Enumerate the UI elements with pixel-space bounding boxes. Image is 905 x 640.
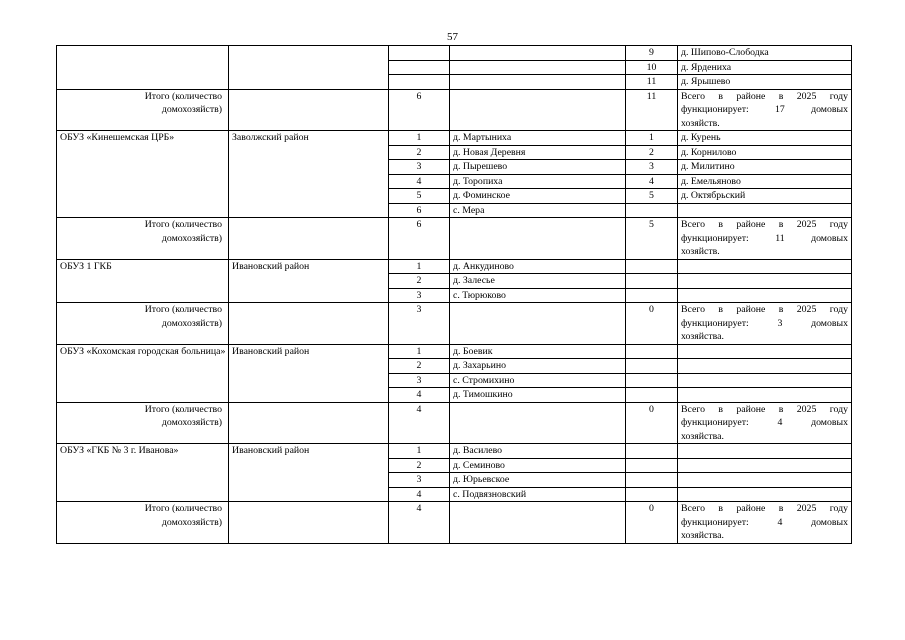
- district-cell: Ивановский район: [229, 259, 389, 303]
- number-cell: [626, 344, 678, 359]
- number-cell: 1: [389, 259, 450, 274]
- empty-cell: [450, 402, 626, 444]
- settlement-cell: [678, 288, 852, 303]
- number-cell: 3: [626, 160, 678, 175]
- total-row: [57, 502, 852, 544]
- settlement-cell: д. Захарьино: [450, 359, 626, 374]
- total-note-cell: [678, 218, 852, 260]
- total-count-cell: 4: [389, 402, 450, 444]
- total-count-cell: 0: [626, 402, 678, 444]
- total-note-line: функционирует: 3 домовых: [681, 317, 848, 329]
- settlement-cell: [678, 373, 852, 388]
- total-count-cell: 6: [389, 218, 450, 260]
- empty-cell: [229, 89, 389, 131]
- number-cell: 6: [389, 203, 450, 218]
- number-cell: [626, 373, 678, 388]
- total-note-line: хозяйства.: [681, 430, 724, 442]
- settlement-cell: д. Ярышево: [678, 75, 852, 90]
- number-cell: [626, 259, 678, 274]
- settlement-cell: д. Корнилово: [678, 145, 852, 160]
- settlement-cell: д. Юрьевское: [450, 473, 626, 488]
- empty-cell: [229, 502, 389, 544]
- total-row: [57, 218, 852, 260]
- total-note-line: Всего в районе в 2025 году: [681, 219, 848, 230]
- number-cell: 4: [389, 487, 450, 502]
- total-row: [57, 89, 852, 131]
- settlement-cell: д. Курень: [678, 131, 852, 146]
- number-cell: 3: [389, 288, 450, 303]
- total-label: Итого (количество домохозяйств): [57, 89, 229, 131]
- settlement-cell: д. Анкудиново: [450, 259, 626, 274]
- settlement-cell: д. Семиново: [450, 458, 626, 473]
- number-cell: 2: [626, 145, 678, 160]
- number-cell: [389, 60, 450, 75]
- number-cell: [389, 46, 450, 61]
- total-label: Итого (количество домохозяйств): [57, 218, 229, 260]
- total-note-line: функционирует: 17 домовых: [681, 104, 848, 115]
- number-cell: 5: [389, 189, 450, 204]
- empty-cell: [229, 218, 389, 260]
- number-cell: 1: [389, 131, 450, 146]
- settlement-cell: д. Ярдениха: [678, 60, 852, 75]
- number-cell: [626, 274, 678, 289]
- number-cell: 1: [389, 444, 450, 459]
- district-cell: [229, 46, 389, 90]
- organization-cell: ОБУЗ 1 ГКБ: [57, 259, 229, 303]
- settlement-cell: [678, 203, 852, 218]
- number-cell: 3: [389, 473, 450, 488]
- total-count-cell: 11: [626, 89, 678, 131]
- settlement-cell: с. Тюрюково: [450, 288, 626, 303]
- total-note-line: функционирует: 4 домовых: [681, 417, 848, 428]
- number-cell: [626, 444, 678, 459]
- number-cell: [626, 458, 678, 473]
- table-row: [57, 444, 852, 459]
- settlement-cell: с. Подвязновский: [450, 487, 626, 502]
- total-note-line: функционирует: 11 домовых: [681, 232, 848, 244]
- number-cell: 2: [389, 458, 450, 473]
- total-note-cell: [678, 303, 852, 345]
- number-cell: 4: [389, 174, 450, 189]
- total-note-line: Всего в районе в 2025 году: [681, 403, 848, 415]
- settlement-cell: [450, 46, 626, 61]
- settlement-cell: д. Боевик: [450, 344, 626, 359]
- total-note-line: Всего в районе в 2025 году: [681, 503, 848, 514]
- number-cell: 2: [389, 145, 450, 160]
- total-count-cell: 4: [389, 502, 450, 544]
- empty-cell: [450, 303, 626, 345]
- district-cell: Ивановский район: [229, 444, 389, 502]
- households-table: [56, 45, 852, 544]
- settlement-cell: д. Фоминское: [450, 189, 626, 204]
- settlement-cell: д. Емельяново: [678, 174, 852, 189]
- total-note-line: хозяйства.: [681, 530, 724, 541]
- number-cell: [626, 487, 678, 502]
- settlement-cell: д. Шипово-Слободка: [678, 46, 852, 61]
- district-cell: Ивановский район: [229, 344, 389, 402]
- settlement-cell: д. Залесье: [450, 274, 626, 289]
- total-note-line: хозяйств.: [681, 246, 720, 257]
- total-count-cell: 3: [389, 303, 450, 345]
- total-label: Итого (количество домохозяйств): [57, 502, 229, 544]
- number-cell: 4: [389, 388, 450, 403]
- organization-cell: [57, 46, 229, 90]
- total-note-cell: [678, 402, 852, 444]
- total-count-cell: 6: [389, 89, 450, 131]
- settlement-cell: д. Василево: [450, 444, 626, 459]
- settlement-cell: с. Стромихино: [450, 373, 626, 388]
- number-cell: [626, 288, 678, 303]
- number-cell: 2: [389, 274, 450, 289]
- table-row: [57, 46, 852, 61]
- total-count-cell: 0: [626, 303, 678, 345]
- settlement-cell: [678, 274, 852, 289]
- total-row: [57, 303, 852, 345]
- settlement-cell: [450, 75, 626, 90]
- total-note-line: Всего в районе в 2025 году: [681, 304, 848, 315]
- number-cell: 1: [389, 344, 450, 359]
- empty-cell: [229, 402, 389, 444]
- number-cell: 2: [389, 359, 450, 374]
- number-cell: 9: [626, 46, 678, 61]
- organization-cell: ОБУЗ «Кинешемская ЦРБ»: [57, 131, 229, 218]
- settlement-cell: [678, 388, 852, 403]
- empty-cell: [229, 303, 389, 345]
- settlement-cell: д. Мартыниха: [450, 131, 626, 146]
- settlement-cell: [678, 473, 852, 488]
- total-label: Итого (количество домохозяйств): [57, 402, 229, 444]
- organization-cell: ОБУЗ «ГКБ № 3 г. Иванова»: [57, 444, 229, 502]
- table-row: [57, 259, 852, 274]
- empty-cell: [450, 218, 626, 260]
- number-cell: 4: [626, 174, 678, 189]
- total-count-cell: 5: [626, 218, 678, 260]
- organization-cell: ОБУЗ «Кохомская городская больница»: [57, 344, 229, 402]
- total-count-cell: 0: [626, 502, 678, 544]
- number-cell: 10: [626, 60, 678, 75]
- settlement-cell: с. Мера: [450, 203, 626, 218]
- total-note-line: хозяйства.: [681, 331, 724, 342]
- total-row: [57, 402, 852, 444]
- number-cell: 3: [389, 373, 450, 388]
- settlement-cell: д. Тимошкино: [450, 388, 626, 403]
- settlement-cell: [678, 487, 852, 502]
- total-label: Итого (количество домохозяйств): [57, 303, 229, 345]
- table-row: [57, 344, 852, 359]
- total-note-cell: [678, 502, 852, 544]
- number-cell: [626, 388, 678, 403]
- total-note-line: Всего в районе в 2025 году: [681, 90, 848, 102]
- settlement-cell: [678, 259, 852, 274]
- total-note-line: хозяйств.: [681, 117, 720, 129]
- settlement-cell: [450, 60, 626, 75]
- number-cell: 3: [389, 160, 450, 175]
- total-note-cell: [678, 89, 852, 131]
- number-cell: 1: [626, 131, 678, 146]
- empty-cell: [450, 89, 626, 131]
- total-note-line: функционирует: 4 домовых: [681, 516, 848, 528]
- number-cell: [626, 203, 678, 218]
- page-number: 57: [447, 31, 458, 43]
- number-cell: [626, 359, 678, 374]
- settlement-cell: [678, 344, 852, 359]
- settlement-cell: [678, 444, 852, 459]
- settlement-cell: [678, 359, 852, 374]
- number-cell: 11: [626, 75, 678, 90]
- number-cell: [626, 473, 678, 488]
- district-cell: Заволжский район: [229, 131, 389, 218]
- settlement-cell: д. Новая Деревня: [450, 145, 626, 160]
- settlement-cell: д. Пырешево: [450, 160, 626, 175]
- number-cell: [389, 75, 450, 90]
- settlement-cell: д. Милитино: [678, 160, 852, 175]
- empty-cell: [450, 502, 626, 544]
- table-body: [57, 46, 852, 544]
- settlement-cell: д. Октябрьский: [678, 189, 852, 204]
- settlement-cell: д. Торопиха: [450, 174, 626, 189]
- number-cell: 5: [626, 189, 678, 204]
- settlement-cell: [678, 458, 852, 473]
- table-row: [57, 131, 852, 146]
